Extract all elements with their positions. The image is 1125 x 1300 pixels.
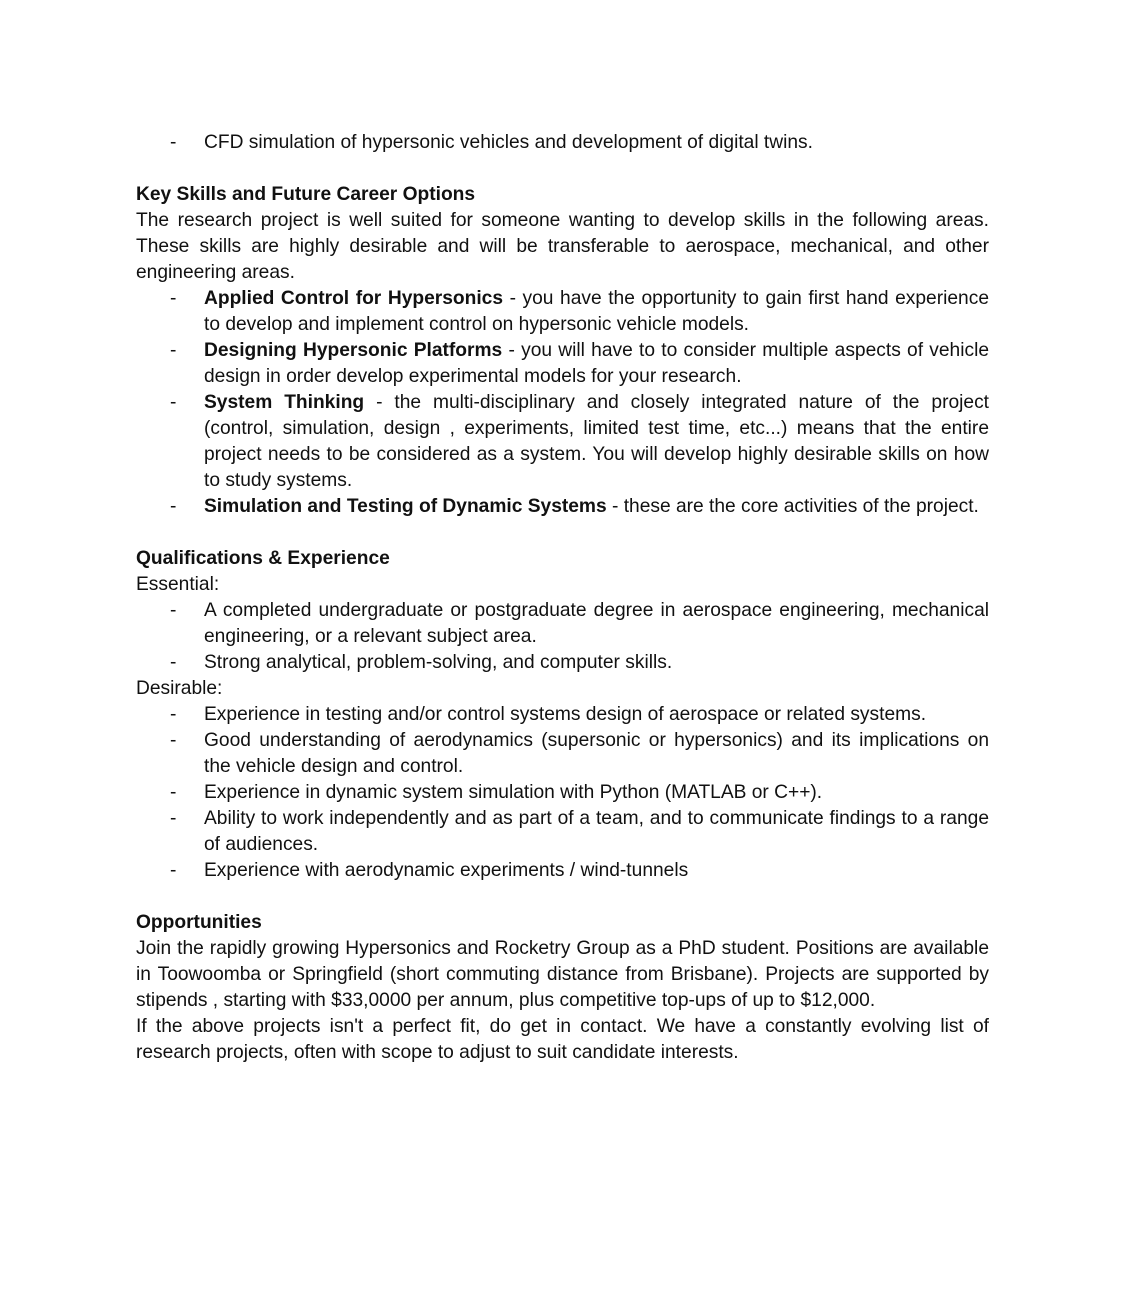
list-item [136, 338, 989, 390]
key-skills-intro: The research project is well suited for someone wanting to develop skills in the following areas. These skills are highly desirable and will be transferable to aerospace, mechanical, and other engineering areas. [136, 210, 989, 283]
skill-description: - the multi-disciplinary and closely integrated nature of the project (control, simulation, design , experiments, limited test time, etc...) means that the entire project needs to be considered as a system. You will develop highly desirable skills on how to study systems. [204, 392, 990, 491]
list-item [136, 286, 989, 338]
skill-term: System Thinking [204, 392, 365, 413]
list-item [136, 130, 989, 156]
essential-list [136, 598, 989, 676]
desirable-label: Desirable: [136, 678, 223, 699]
key-skills-list [136, 286, 989, 520]
dash-bullet: - [170, 132, 177, 153]
list-item [136, 494, 989, 520]
list-item [136, 390, 989, 494]
dash-bullet: - [170, 808, 177, 829]
dash-bullet: - [170, 340, 177, 361]
opportunities-contact-paragraph: If the above projects isn't a perfect fit, do get in contact. We have a constantly evolving list of research projects, often with scope to adjust to suit candidate interests. [136, 1016, 989, 1063]
desirable-list [136, 702, 989, 884]
opportunities-heading: Opportunities [136, 912, 262, 933]
list-item [136, 728, 989, 780]
list-item-text: Experience in dynamic system simulation with Python (MATLAB or C++). [204, 782, 823, 803]
key-skills-heading: Key Skills and Future Career Options [136, 184, 476, 205]
essential-label: Essential: [136, 574, 220, 595]
list-item [136, 806, 989, 858]
dash-bullet: - [170, 288, 177, 309]
list-item [136, 702, 989, 728]
list-item [136, 858, 989, 884]
list-item-text: Good understanding of aerodynamics (supersonic or hypersonics) and its implications on the vehicle design and control. [204, 730, 989, 777]
dash-bullet: - [170, 704, 177, 725]
list-item-text: Ability to work independently and as part of a team, and to communicate findings to a range of audiences. [204, 808, 989, 855]
document-page [136, 130, 989, 1066]
dash-bullet: - [170, 652, 177, 673]
skill-description: - these are the core activities of the project. [606, 496, 979, 517]
list-item-text: Experience with aerodynamic experiments / wind-tunnels [204, 860, 689, 881]
list-item-text: CFD simulation of hypersonic vehicles and development of digital twins. [204, 132, 813, 153]
dash-bullet: - [170, 782, 177, 803]
opportunities-paragraph: Join the rapidly growing Hypersonics and Rocketry Group as a PhD student. Positions are available in Toowoomba or Springfield (short commuting distance from Brisbane). Projects are supported by stipends , starting with $33,0000 per annum, plus competitive top-ups of up to $12,000. [136, 938, 989, 1011]
dash-bullet: - [170, 730, 177, 751]
list-item [136, 598, 989, 650]
intro-list [136, 130, 989, 156]
skill-term: Designing Hypersonic Platforms [204, 340, 503, 361]
list-item-text: Experience in testing and/or control systems design of aerospace or related systems. [204, 704, 927, 725]
dash-bullet: - [170, 860, 177, 881]
skill-term: Applied Control for Hypersonics [204, 288, 504, 309]
qualifications-heading: Qualifications & Experience [136, 548, 390, 569]
skill-term: Simulation and Testing of Dynamic Systems [204, 496, 607, 517]
list-item-text: Strong analytical, problem-solving, and computer skills. [204, 652, 673, 673]
dash-bullet: - [170, 392, 177, 413]
dash-bullet: - [170, 496, 177, 517]
list-item-text: A completed undergraduate or postgraduate degree in aerospace engineering, mechanical engineering, or a relevant subject area. [204, 600, 989, 647]
dash-bullet: - [170, 600, 177, 621]
list-item [136, 650, 989, 676]
skill-description: - you will have to to consider multiple aspects of vehicle design in order develop experimental models for your research. [204, 340, 990, 387]
list-item [136, 780, 989, 806]
skill-description: - you have the opportunity to gain first hand experience to develop and implement control on hypersonic vehicle models. [204, 288, 989, 335]
